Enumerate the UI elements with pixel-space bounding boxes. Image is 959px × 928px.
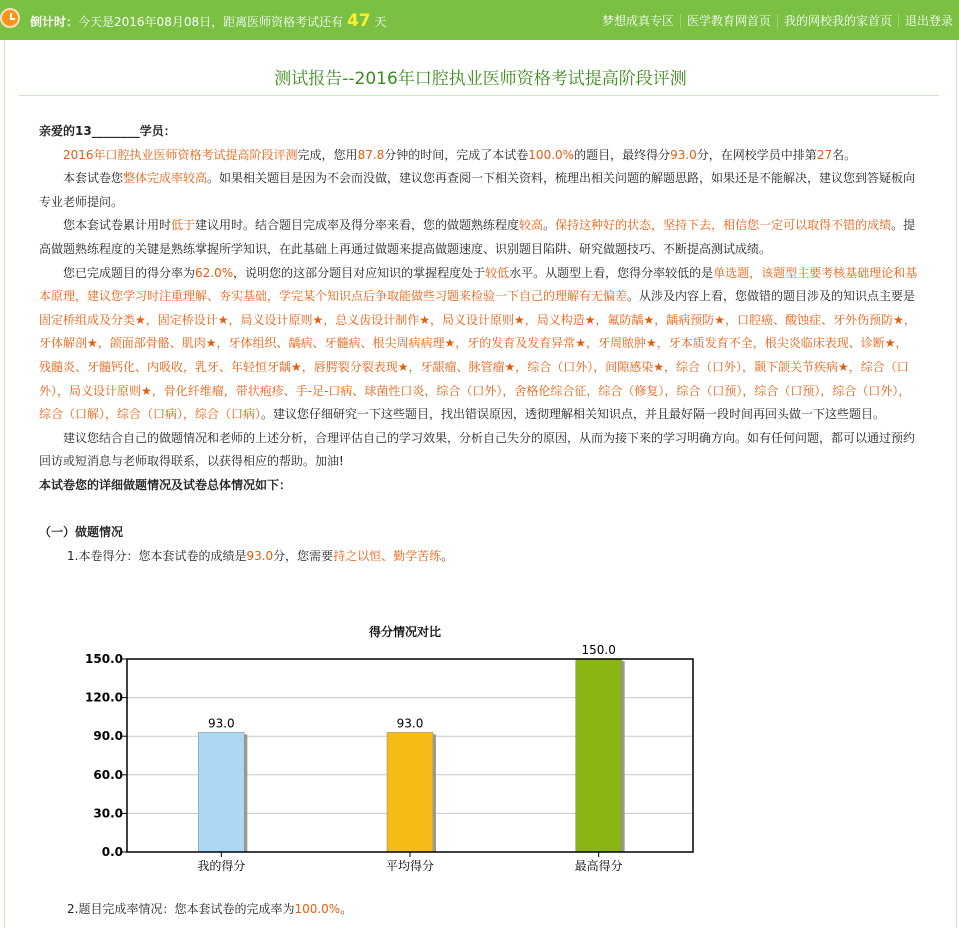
rank: 27 (816, 147, 833, 162)
score-comparison-chart (65, 640, 725, 910)
completion-text: 本套试卷您 (63, 171, 124, 186)
completion-line-rate: 100.0% (294, 902, 341, 916)
top-nav (596, 12, 959, 29)
completion-highlight: 整体完成率较高 (123, 171, 208, 186)
page-title: 测试报告--2016年口腔执业医师资格考试提高阶段评测 (274, 69, 687, 89)
completion-line-text: 2.题目完成率情况：您本套试卷的完成率为 (67, 902, 295, 916)
y-tick-label: 120.0 (85, 690, 123, 705)
score-rate-text: 。从涉及内容上看，您做错的题目涉及的知识点主要是 (627, 289, 916, 304)
advice-paragraph: 建议您结合自己的做题情况和老师的上述分析，合理评估自己的学习效果，分析自己失分的原因，从而为接下来的学习明确方向。如有任何问题，都可以通过预约回访或短消息与老师取得联系，以获得相应的帮助。加油! (39, 430, 916, 469)
minutes-used: 87.8 (357, 147, 385, 162)
exam-name-link[interactable]: 2016年口腔执业医师资格考试提高阶段评测 (63, 147, 298, 162)
completion-line-text: 。 (340, 902, 353, 916)
countdown-days-unit: 天 (374, 15, 387, 29)
score-rate-text: ，说明您的这部分题目对应知识的掌握程度处于 (233, 265, 486, 280)
weak-knowledge-points: 固定桥组成及分类★，固定桥设计★，局义设计原则★，总义齿设计制作★，局义设计原则★，局义构造★，氟防龋★，龋病预防★，口腔癌、酸蚀症、牙外伤预防★，牙体解剖★，颌面部骨骼、肌肉★，牙体组织、龋病、牙髓病、根尖周病病理★，牙的发育及发育异常★，牙周脓肿★，牙本质发育不全，根尖炎临床表现、诊断★，残髓炎、牙髓钙化、内吸收，乳牙、年轻恒牙龋★，唇腭裂分裂表现★，牙龈瘤、脉管瘤★，综合（口外），间隙感染★，综合（口外），颞下颌关节疾病★，综合（口外），局义设计原则★，骨化纤维瘤，带状疱疹、手-足-口病、球菌性口炎，综合（口外），舍格伦综合征，综合（修复），综合（口预），综合（口预），综合（口外），综合（口解），综合（口病），综合（口病） (39, 312, 916, 422)
summary-text: 分钟的时间，完成了本试卷 (384, 147, 529, 162)
score-line (39, 545, 919, 569)
y-tick-label: 0.0 (101, 845, 123, 859)
score-value: 93.0 (246, 548, 274, 563)
score-line-text: 1.本卷得分：您本套试卷的成绩是 (67, 548, 247, 563)
countdown-label: 倒计时： (30, 15, 79, 29)
summary-text: 名。 (832, 147, 857, 162)
spacer (39, 498, 919, 522)
detail-heading: 本试卷您的详细做题情况及试卷总体情况如下： (39, 477, 292, 492)
exam-countdown (30, 11, 386, 31)
bar-value-label: 93.0 (207, 716, 235, 731)
report-body (39, 120, 919, 568)
x-tick-label: 最高得分 (574, 859, 623, 873)
encouragement: 保持这种好的状态，坚持下去，相信您一定可以取得不错的成绩 (555, 218, 892, 233)
nav-link-dream-zone[interactable]: 梦想成真专区 (601, 14, 674, 28)
bar-value-label: 150.0 (581, 643, 616, 657)
completion-paragraph (39, 167, 919, 214)
time-paragraph (39, 214, 919, 261)
time-evaluation: 低于 (171, 218, 196, 233)
completion-text: 。如果相关题目是因为不会而没做，建议您再查阅一下相关资料，梳理出相关问题的解题思路，如果还是不能解决，建议您到答疑板向专业老师提问。 (39, 171, 916, 209)
time-text: 。 (543, 218, 556, 233)
proficiency-level: 较高 (519, 218, 544, 233)
score-advice: 持之以恒、勤学苦练 (333, 548, 442, 563)
y-tick-label: 150.0 (85, 652, 123, 666)
clock-icon (0, 8, 20, 28)
bar (387, 732, 433, 852)
countdown-text: 今天是2016年08月08日，距离医师资格考试还有 (78, 15, 344, 29)
x-tick-label: 我的得分 (197, 859, 246, 873)
summary-text: 分，在网校学员中排第 (696, 147, 817, 162)
score-line-text: 分，您需要 (273, 548, 334, 563)
nav-link-my-school-home[interactable]: 我的网校我的家首页 (777, 14, 898, 28)
score-rate-text: 水平。从题型上看，您得分率较低的是 (509, 265, 714, 280)
score-rate-paragraph (39, 262, 919, 427)
y-tick-label: 90.0 (93, 729, 123, 744)
bar (576, 659, 622, 852)
completion-line (67, 900, 352, 917)
section-heading-answers: （一）做题情况 (39, 525, 124, 540)
summary-text: 的题目，最终得分 (574, 147, 671, 162)
bar (198, 732, 244, 852)
score-rate-text: 。建议您仔细研究一下这些题目，找出错误原因，透彻理解相关知识点，并且最好隔一段时间再回头做一下这些题目。 (261, 407, 886, 422)
final-score: 93.0 (670, 147, 697, 162)
nav-link-logout[interactable]: 退出登录 (898, 14, 959, 28)
mastery-level: 较低 (485, 265, 510, 280)
score-rate-text: 您已完成题目的得分率为 (63, 265, 196, 280)
score-line-text: 。 (441, 548, 454, 563)
x-tick-label: 平均得分 (385, 859, 435, 873)
greeting: 亲爱的13________学员： (39, 124, 176, 138)
time-text: 建议用时。结合题目完成率及得分率来看，您的做题熟练程度 (195, 218, 520, 233)
time-text: 您本套试卷累计用时 (63, 218, 172, 233)
chart-title: 得分情况对比 (368, 625, 441, 639)
y-tick-label: 60.0 (93, 767, 123, 782)
weak-question-type: 单选题，该题型主要考核基础理论和基本原理，建议您学习时注重理解、夯实基础，学完某个知识点后争取能做些习题来检验一下自己的理解有无偏差 (39, 265, 918, 304)
report-frame (4, 40, 957, 928)
summary-text: 完成，您用 (297, 147, 358, 162)
bar-value-label: 93.0 (396, 716, 424, 731)
summary-paragraph (39, 144, 919, 168)
score-rate: 62.0% (195, 265, 234, 280)
nav-link-med-edu-home[interactable]: 医学教育网首页 (680, 14, 777, 28)
countdown-days: 47 (346, 11, 371, 31)
top-bar (0, 0, 959, 40)
title-divider (19, 95, 939, 96)
completion-rate: 100.0% (528, 147, 575, 162)
time-text: 。提高做题熟练程度的关键是熟练掌握所学知识，在此基础上再通过做题来提高做题速度、识别题目陷阱、研究做题技巧、不断提高测试成绩。 (39, 218, 916, 256)
y-tick-label: 30.0 (93, 806, 123, 821)
